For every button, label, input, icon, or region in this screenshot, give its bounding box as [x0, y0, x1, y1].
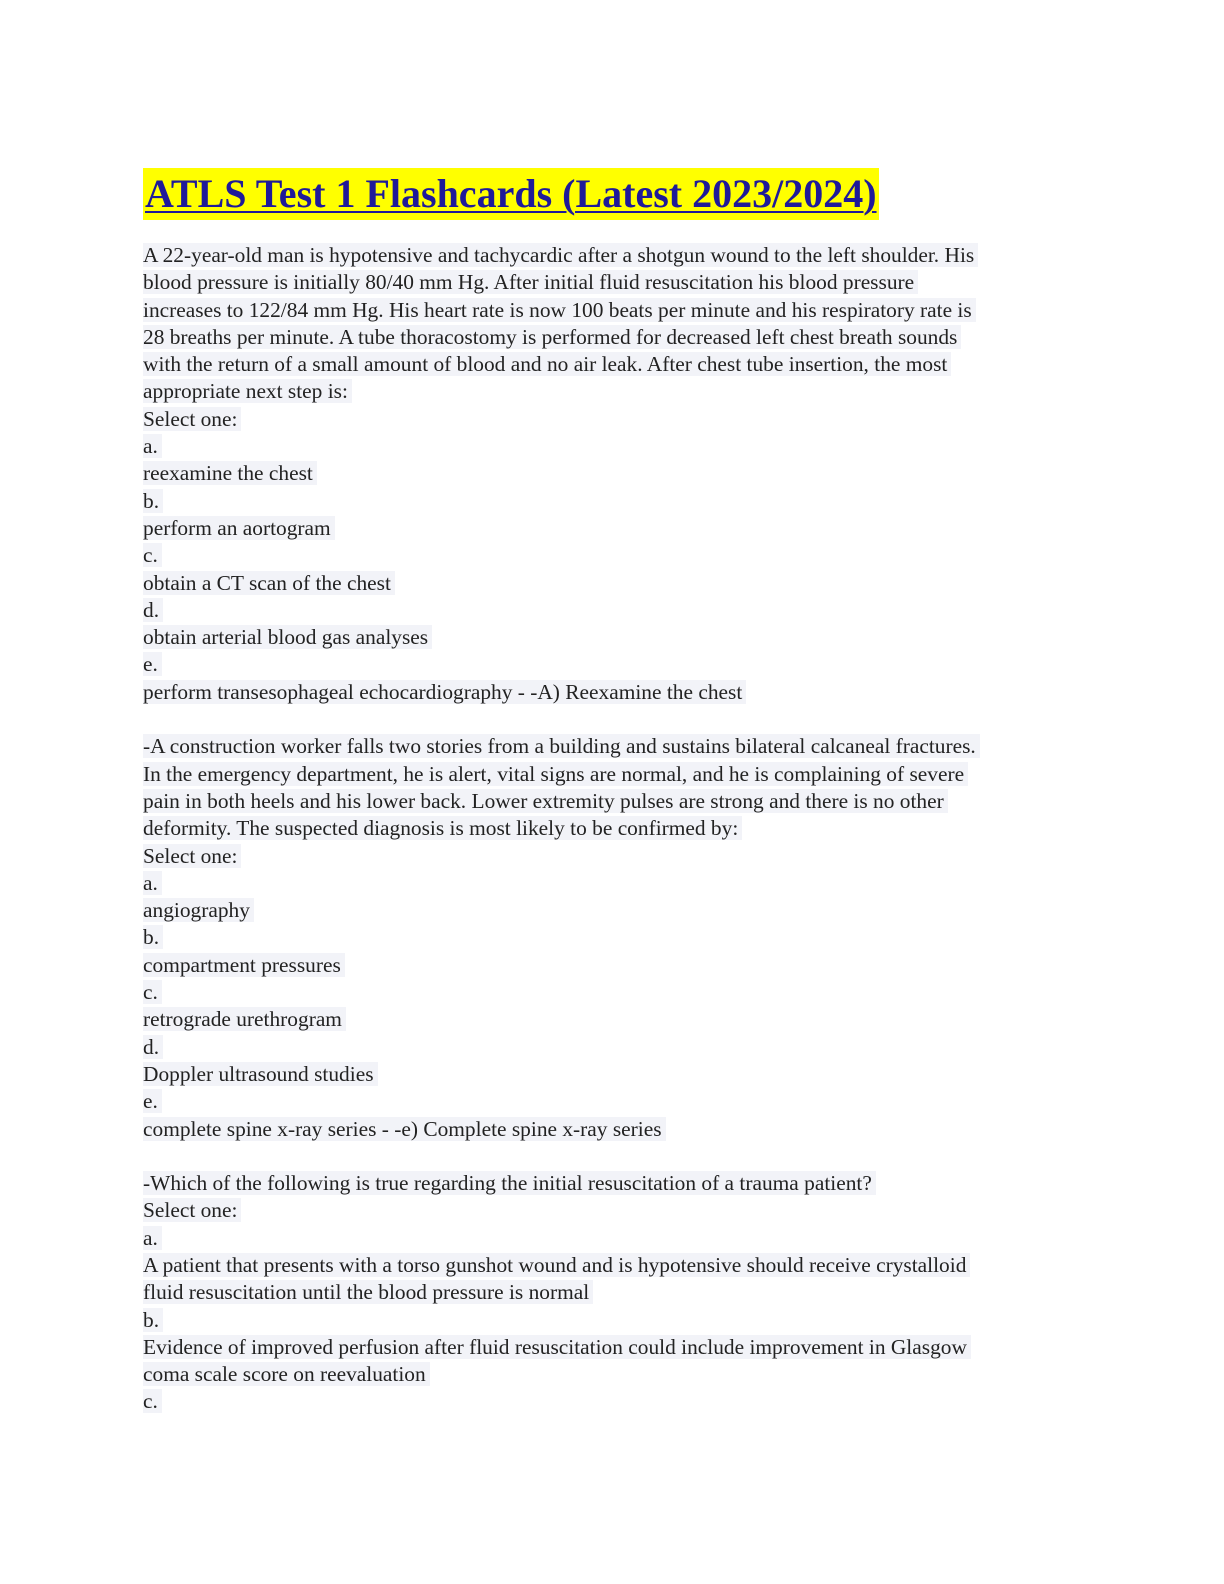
question-1-text-line: A 22-year-old man is hypotensive and tachycardic after a shotgun wound to the left shoulder. His [143, 243, 978, 267]
select-one-label: Select one: [143, 407, 241, 431]
option-text-a-line: A patient that presents with a torso gunshot wound and is hypotensive should receive crystalloid [143, 1253, 970, 1277]
option-text-d: obtain arterial blood gas analyses [143, 625, 432, 649]
question-2-text-line: deformity. The suspected diagnosis is most likely to be confirmed by: [143, 816, 742, 840]
question-2 [143, 733, 1083, 1142]
option-letter-c: c. [143, 543, 162, 567]
option-text-e-with-answer: complete spine x-ray series - -e) Complete spine x-ray series [143, 1117, 666, 1141]
option-text-c: obtain a CT scan of the chest [143, 571, 395, 595]
option-letter-e: e. [143, 652, 162, 676]
question-1-text-line: blood pressure is initially 80/40 mm Hg. After initial fluid resuscitation his blood pressure [143, 270, 918, 294]
option-letter-b: b. [143, 925, 163, 949]
option-letter-c: c. [143, 1389, 162, 1413]
option-text-a-line: fluid resuscitation until the blood pressure is normal [143, 1280, 593, 1304]
document-title: ATLS Test 1 Flashcards (Latest 2023/2024) [143, 168, 879, 220]
question-1-text-line: 28 breaths per minute. A tube thoracostomy is performed for decreased left chest breath sounds [143, 325, 961, 349]
option-letter-b: b. [143, 1308, 163, 1332]
option-text-d: Doppler ultrasound studies [143, 1062, 378, 1086]
option-letter-c: c. [143, 980, 162, 1004]
select-one-label: Select one: [143, 844, 241, 868]
paragraph-gap [143, 1143, 1083, 1170]
option-text-a: reexamine the chest [143, 461, 317, 485]
option-letter-a: a. [143, 1226, 162, 1250]
question-2-text-line: In the emergency department, he is alert, vital signs are normal, and he is complaining of severe [143, 762, 968, 786]
question-1-text-line: with the return of a small amount of blood and no air leak. After chest tube insertion, the most [143, 352, 951, 376]
question-3-text-line: -Which of the following is true regarding the initial resuscitation of a trauma patient? [143, 1171, 876, 1195]
document-page [143, 168, 1083, 1416]
question-2-text-line: pain in both heels and his lower back. Lower extremity pulses are strong and there is no other [143, 789, 948, 813]
question-3 [143, 1170, 1083, 1416]
option-letter-d: d. [143, 1035, 163, 1059]
question-1-text-line: increases to 122/84 mm Hg. His heart rate is now 100 beats per minute and his respiratory rate is [143, 298, 976, 322]
option-text-b: perform an aortogram [143, 516, 335, 540]
option-letter-d: d. [143, 598, 163, 622]
option-letter-b: b. [143, 489, 163, 513]
option-letter-e: e. [143, 1089, 162, 1113]
question-2-text-line: -A construction worker falls two stories from a building and sustains bilateral calcaneal fractures. [143, 734, 980, 758]
option-letter-a: a. [143, 434, 162, 458]
option-text-c: retrograde urethrogram [143, 1007, 346, 1031]
option-text-a: angiography [143, 898, 254, 922]
question-1-text-line: appropriate next step is: [143, 379, 352, 403]
question-1 [143, 242, 1083, 706]
select-one-label: Select one: [143, 1198, 241, 1222]
option-text-e-with-answer: perform transesophageal echocardiography - -A) Reexamine the chest [143, 680, 746, 704]
option-text-b: compartment pressures [143, 953, 345, 977]
option-text-b-line: Evidence of improved perfusion after fluid resuscitation could include improvement in Glasgow [143, 1335, 971, 1359]
option-letter-a: a. [143, 871, 162, 895]
paragraph-gap [143, 706, 1083, 733]
option-text-b-line: coma scale score on reevaluation [143, 1362, 430, 1386]
